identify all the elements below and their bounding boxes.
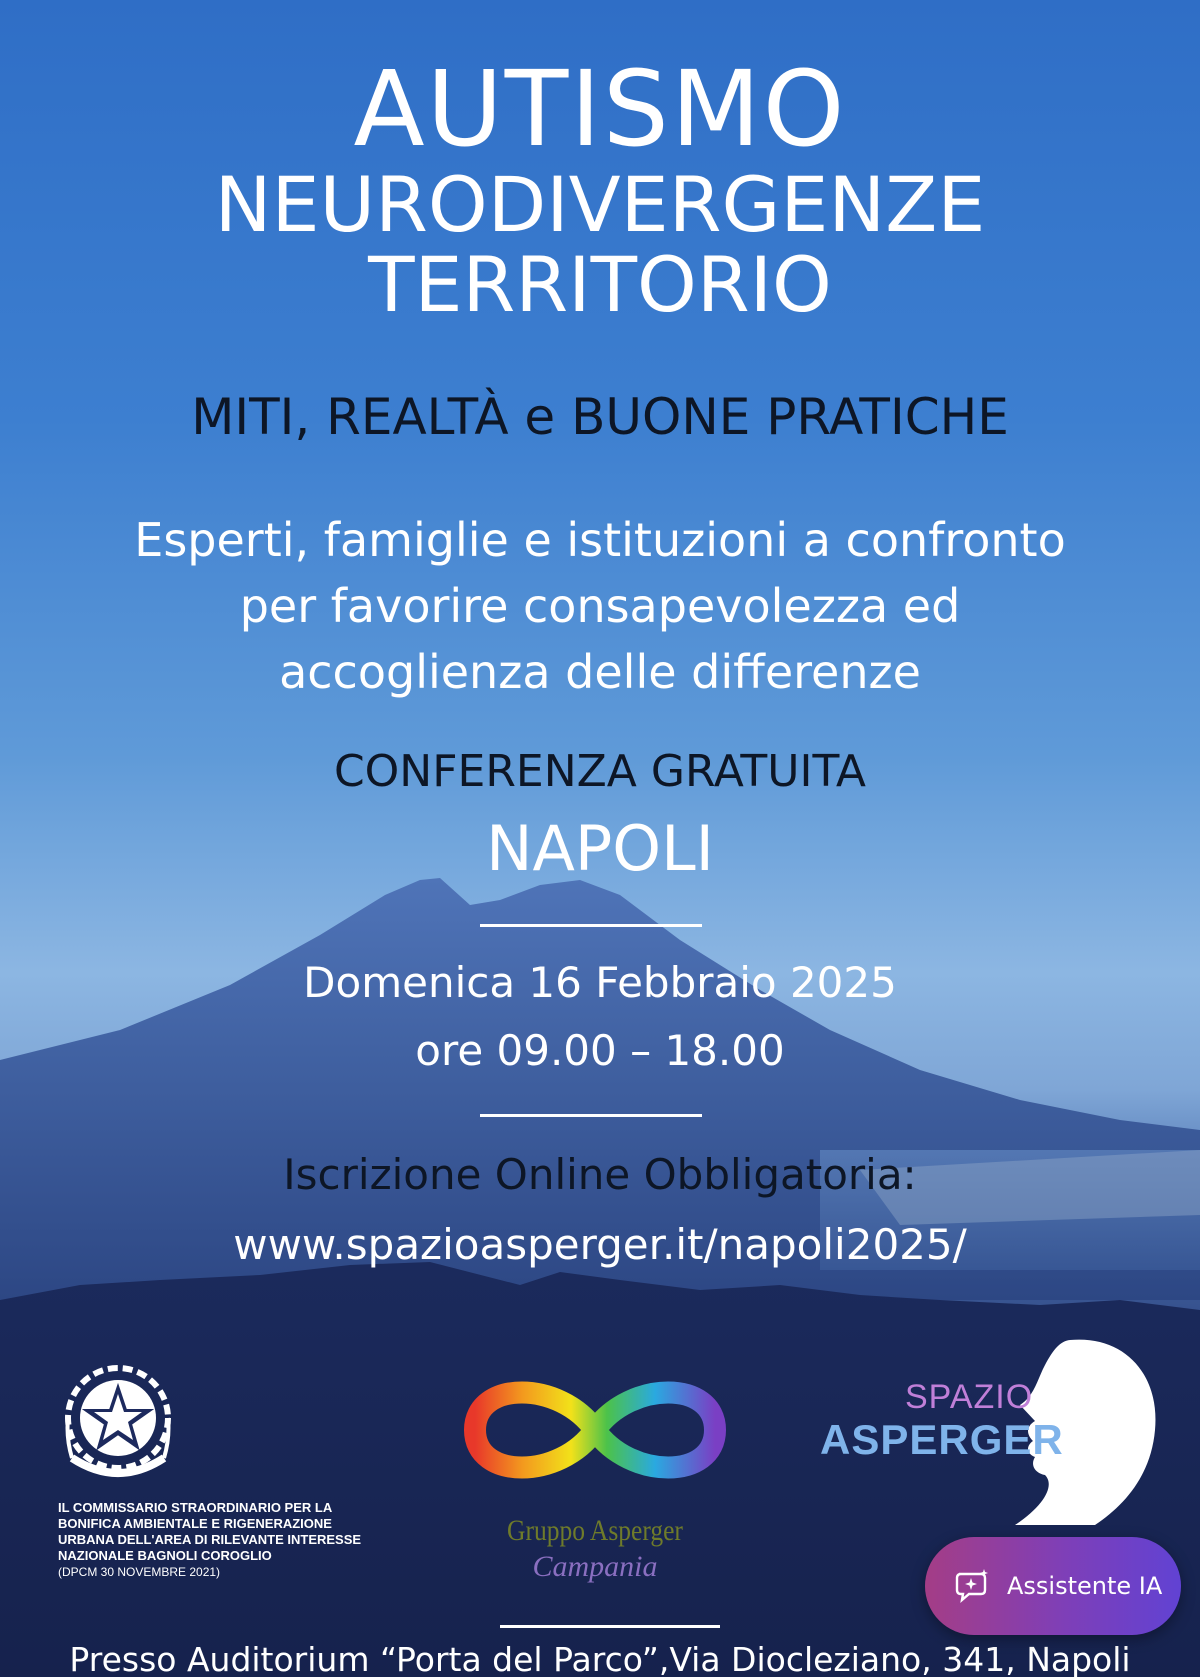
gruppo-asperger-name: Gruppo Asperger <box>507 1514 683 1547</box>
government-text-line: BONIFICA AMBIENTALE E RIGENERAZIONE <box>58 1516 332 1531</box>
title-autismo: AUTISMO <box>353 48 847 170</box>
event-date: Domenica 16 Febbraio 2025 <box>303 958 897 1007</box>
lead-line: per favorire consapevolezza ed <box>239 579 961 633</box>
divider <box>480 924 702 927</box>
subtitle: MITI, REALTÀ e BUONE PRATICHE <box>191 388 1009 446</box>
lead-paragraph <box>0 508 1200 706</box>
event-hours: ore 09.00 – 18.00 <box>415 1026 785 1075</box>
ai-sparkle-chat-icon <box>953 1566 993 1606</box>
event-city: NAPOLI <box>486 812 714 885</box>
gruppo-asperger-region: Campania <box>532 1550 658 1583</box>
spazio-asperger-line2: ASPERGER <box>820 1416 1064 1463</box>
title-territorio: TERRITORIO <box>368 240 832 329</box>
registration-label: Iscrizione Online Obbligatoria: <box>283 1150 917 1199</box>
government-logo-text <box>58 1500 398 1580</box>
assistant-ia-label: Assistente IA <box>1007 1572 1163 1600</box>
divider <box>480 1114 702 1117</box>
title-neurodivergenze: NEURODIVERGENZE <box>214 160 986 249</box>
emblem-italian-republic-icon <box>58 1358 178 1494</box>
government-text-line: IL COMMISSARIO STRAORDINARIO PER LA <box>58 1500 333 1515</box>
government-text-line: URBANA DELL'AREA DI RILEVANTE INTERESSE <box>58 1532 362 1547</box>
registration-link[interactable]: www.spazioasperger.it/napoli2025/ <box>233 1220 967 1269</box>
divider <box>500 1625 720 1628</box>
lead-line: accoglienza delle differenze <box>279 645 921 699</box>
event-address: Presso Auditorium “Porta del Parco”,Via Diocleziano, 341, Napoli <box>69 1640 1131 1677</box>
government-text-line: NAZIONALE BAGNOLI COROGLIO <box>58 1548 272 1563</box>
rainbow-infinity-icon <box>445 1360 745 1500</box>
assistant-ia-button[interactable] <box>925 1537 1181 1635</box>
spazio-asperger-line1: SPAZIO <box>905 1378 1034 1416</box>
event-type: CONFERENZA GRATUITA <box>333 746 867 797</box>
government-text-line: (DPCM 30 NOVEMBRE 2021) <box>58 1565 221 1579</box>
lead-line: Esperti, famiglie e istituzioni a confronto <box>134 513 1066 567</box>
